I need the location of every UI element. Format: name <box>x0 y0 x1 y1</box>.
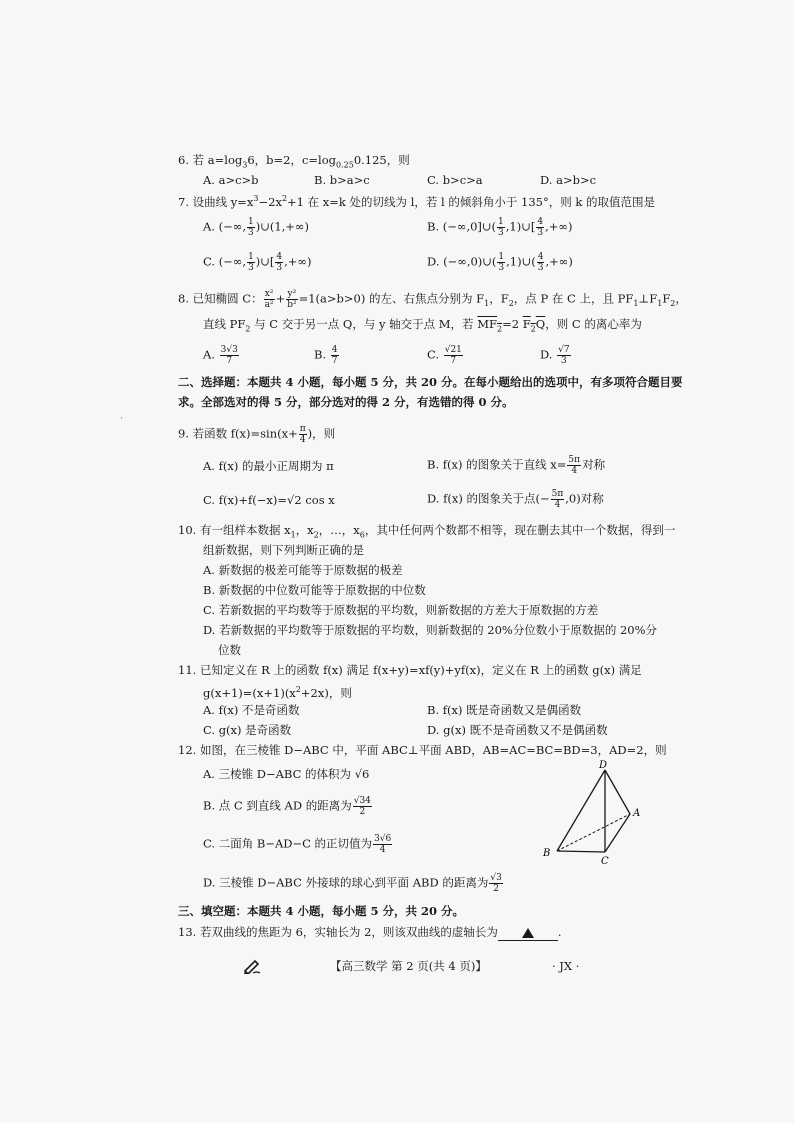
q10-stem-2: 组新数据，则下列判断正确的是 <box>203 543 364 557</box>
section-2-heading-2: 求。全部选对的得 5 分，部分选对的得 2 分，有选错的得 0 分。 <box>178 395 514 409</box>
q13-answer-blank[interactable] <box>498 924 558 941</box>
q8-option-d: D. $\frac{√7}{3}$ <box>540 345 570 366</box>
q13-stem: 13. 若双曲线的焦距为 6，实轴长为 2，则该双曲线的虚轴长为 . <box>178 925 562 939</box>
q11-option-a: A. f(x) 不是奇函数 <box>203 703 300 717</box>
q8-stem-1: 8. 已知椭圆 C： $\frac{\text{x²}}{\text{a²}}$ + $\frac{\text{y²}}{\text{b²}}$ =1(a>b>0) 的左、右焦点分别为 $F_1$，$F_2$，点 P 在 C 上，且 $PF_1\perp F_1F_2$， <box>178 289 687 310</box>
q10-option-b: B. 新数据的中位数可能等于原数据的中位数 <box>203 583 426 597</box>
q8-stem-2: 直线 $PF_2$ 与 C 交于另一点 Q，与 y 轴交于点 M，若 $MF_2=2$ $F_2Q$，则 C 的离心率为 <box>203 317 642 334</box>
triangle-marker-icon <box>522 928 534 938</box>
q7-option-d: D. (−∞,0)∪( $\frac{1}{3}$ ,1)∪( $\frac{4}{3}$ ,+∞) <box>427 252 573 273</box>
q8-option-b: B. $\frac{4}{7}$ <box>314 345 338 366</box>
q10-option-a: A. 新数据的极差可能等于原数据的极差 <box>203 563 403 577</box>
vertex-label-c: C <box>601 856 609 867</box>
q9-option-a: A. f(x) 的最小正周期为 π <box>203 459 334 473</box>
q6-option-a: A. a>c>b <box>203 173 259 187</box>
q11-stem-2: $g(x+1)=(x+1)(x^2+2x)$，则 <box>203 685 352 700</box>
vertex-label-b: B <box>543 848 551 859</box>
q8-option-c: C. $\frac{√21}{7}$ <box>427 345 462 366</box>
q6-stem: 6. 若 $a=\log_36$，b=2，$c=\log_{0.25}0.125$，则 <box>178 153 410 170</box>
q11-option-d: D. g(x) 既不是奇函数又不是偶函数 <box>427 723 608 737</box>
page-footer <box>0 958 794 978</box>
q8-option-a: A. $\frac{3√3}{7}$ <box>203 345 238 366</box>
q12-option-c: C. 二面角 B−AD−C 的正切值为 $\frac{3√6}{4}$ <box>203 834 392 855</box>
q7-option-b: B. (−∞,0]∪( $\frac{1}{3}$ ,1)∪[ $\frac{4}{3}$ ,+∞) <box>427 217 573 238</box>
q12-option-a: A. 三棱锥 D−ABC 的体积为 √6 <box>203 767 370 781</box>
q10-stem-1: 10. 有一组样本数据 $x_1$，$x_2$，…，$x_6$，其中任何两个数都不相等，现在删去其中一个数据，得到一 <box>178 523 676 540</box>
footer-code: · JX · <box>552 959 580 973</box>
footer-page-info: 【高三数学 第 2 页(共 4 页)】 <box>330 959 487 973</box>
section-3-heading: 三、填空题：本题共 4 小题，每小题 5 分，共 20 分。 <box>178 904 465 918</box>
tetrahedron-figure <box>535 758 645 868</box>
q6-option-c: C. b>c>a <box>427 173 483 187</box>
pencil-icon <box>242 958 262 974</box>
q9-option-b: B. f(x) 的图象关于直线 x= $\frac{5\pi}{4}$ 对称 <box>427 455 606 476</box>
q6-option-d: D. a>b>c <box>540 173 597 187</box>
q12-stem: 12. 如图，在三棱锥 D−ABC 中，平面 ABC⊥平面 ABD，AB=AC=BC=BD=3，AD=2，则 <box>178 743 667 757</box>
margin-mark: · <box>120 414 123 424</box>
q10-option-c: C. 若新数据的平均数等于原数据的平均数，则新数据的方差大于原数据的方差 <box>203 603 599 617</box>
q7-option-c: C. (−∞, $\frac{1}{3}$ )∪[ $\frac{4}{3}$ ,+∞) <box>203 252 312 273</box>
q9-option-c: C. f(x)+f(−x)=√2 cos x <box>203 493 335 507</box>
q12-option-b: B. 点 C 到直线 AD 的距离为 $\frac{√34}{2}$ <box>203 796 371 817</box>
section-2-heading-1: 二、选择题：本题共 4 小题，每小题 5 分，共 20 分。在每小题给出的选项中，有多项符合题目要 <box>178 375 683 389</box>
q9-stem: 9. 若函数 f(x)=sin(x+ $\frac{\pi}{4}$ )，则 <box>178 424 336 445</box>
q11-option-c: C. g(x) 是奇函数 <box>203 723 292 737</box>
q10-option-d-1: D. 若新数据的平均数等于原数据的平均数，则新数据的 20%分位数小于原数据的 20%分 <box>203 623 658 637</box>
q7-stem: 7. 设曲线 $y=x^3-2x^2+1$ 在 x=k 处的切线为 l，若 l 的倾斜角小于 135°，则 k 的取值范围是 <box>178 194 656 209</box>
q9-option-d: D. f(x) 的图象关于点(− $\frac{5\pi}{4}$ ,0)对称 <box>427 489 604 510</box>
q12-option-d: D. 三棱锥 D−ABC 外接球的球心到平面 ABD 的距离为 $\frac{√3}{2}$ <box>203 873 502 894</box>
q11-stem-1: 11. 已知定义在 R 上的函数 f(x) 满足 f(x+y)=xf(y)+yf(x)，定义在 R 上的函数 g(x) 满足 <box>178 663 642 677</box>
vertex-label-d: D <box>599 760 608 771</box>
q6-option-b: B. b>a>c <box>314 173 370 187</box>
vertex-label-a: A <box>633 808 641 819</box>
q10-option-d-2: 位数 <box>218 643 241 657</box>
q11-option-b: B. f(x) 既是奇函数又是偶函数 <box>427 703 582 717</box>
q7-option-a: A. (−∞, $\frac{1}{3}$ )∪(1,+∞) <box>203 217 310 238</box>
